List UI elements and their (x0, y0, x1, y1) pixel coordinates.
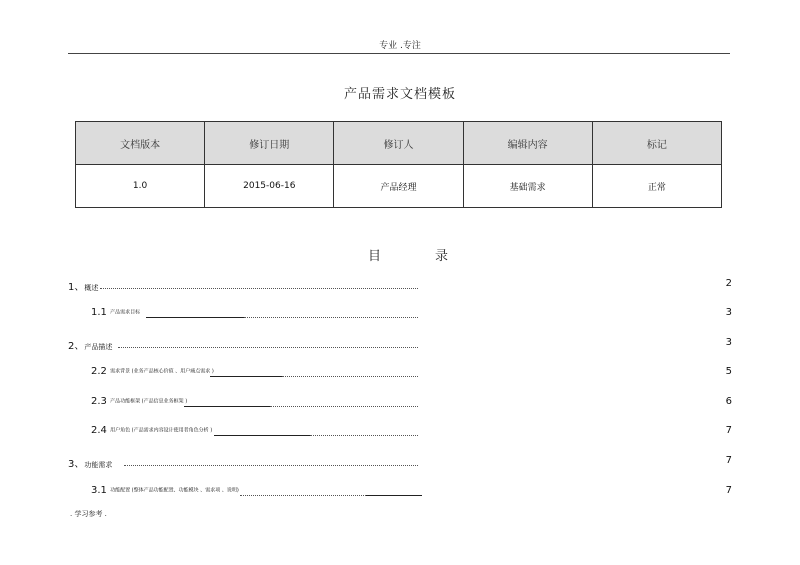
toc-entry-number: 3.1 (91, 485, 107, 496)
toc-leader-dots (282, 376, 418, 377)
page-footer: . 学习参考 . (70, 510, 107, 518)
toc-entry-number: 2.2 (91, 366, 107, 377)
toc-entry-text: 概述 (84, 284, 99, 292)
toc-entry-number: 1.1 (91, 307, 107, 318)
page-header: 专业 .专注 (379, 41, 421, 51)
toc-entry-label (91, 425, 212, 436)
toc-entry-label (91, 396, 187, 407)
toc-leader-line (146, 317, 244, 318)
col-header-content: 编辑内容 (463, 122, 592, 165)
cell-content: 基础需求 (463, 165, 592, 208)
toc-entry-page: 3 (725, 307, 732, 318)
toc-entry-page: 5 (725, 366, 732, 377)
toc-leader-dots (240, 495, 366, 496)
cell-reviser: 产品经理 (334, 165, 463, 208)
toc-entry-label (91, 307, 140, 318)
toc-leader-dots (118, 347, 418, 348)
toc-leader-line (184, 406, 270, 407)
toc-entry-label (68, 278, 98, 293)
col-header-date: 修订日期 (205, 122, 334, 165)
toc-leader-dots (310, 435, 418, 436)
toc-title (368, 245, 448, 264)
toc-leader-dots (270, 406, 418, 407)
col-header-mark: 标记 (592, 122, 721, 165)
toc-entry-page: 7 (725, 455, 732, 466)
toc-entry-number: 3、 (68, 459, 85, 470)
toc-leader-line (214, 435, 310, 436)
toc-entry-number: 2.4 (91, 425, 107, 436)
toc-entry-page: 7 (725, 425, 732, 436)
toc-leader-line (366, 495, 422, 496)
toc-leader-dots (100, 288, 418, 289)
revision-table-header-row (76, 122, 722, 165)
table-row (76, 165, 722, 208)
toc-entry-number: 2、 (68, 341, 85, 352)
toc-entry-text: 产品功能框架 (产品信息业务框架 ) (110, 398, 188, 405)
toc-entry-text: 产品需求目标 (110, 309, 141, 316)
toc-leader-line (210, 376, 282, 377)
col-header-version: 文档版本 (76, 122, 205, 165)
header-divider (68, 53, 730, 54)
toc-title-right: 录 (434, 249, 448, 264)
toc-entry-text: 产品描述 (84, 343, 113, 351)
toc-entry-text: 功能配置 (整体产品功能配置、功能模块 、需求项 、说明) (110, 487, 239, 494)
toc-entry-number: 1、 (68, 282, 85, 293)
toc-entry-label (91, 366, 214, 377)
toc-title-left: 目 (368, 249, 382, 264)
toc-entry-number: 2.3 (91, 396, 107, 407)
cell-date: 2015-06-16 (205, 165, 334, 208)
toc-entry-label (91, 485, 239, 496)
toc-entry-label (68, 455, 112, 470)
toc-entry-text: 用户角色 (产品需求内容设计使用者角色分析 ) (110, 427, 213, 434)
cell-mark: 正常 (592, 165, 721, 208)
cell-version: 1.0 (76, 165, 205, 208)
toc-entry-page: 6 (725, 396, 732, 407)
toc-entry-page: 2 (725, 278, 732, 289)
toc-entry-text: 功能需求 (84, 461, 113, 469)
col-header-reviser: 修订人 (334, 122, 463, 165)
toc-entry-label (68, 337, 112, 352)
toc-entry-page: 3 (725, 337, 732, 348)
revision-table (75, 121, 722, 208)
toc-leader-dots (124, 465, 418, 466)
toc-entry-page: 7 (725, 485, 732, 496)
toc-entry-text: 需求背景 (业务产品核心价值 、用户痛点需求 ) (110, 368, 214, 375)
toc-leader-dots (244, 317, 418, 318)
document-title: 产品需求文档模板 (343, 87, 456, 102)
